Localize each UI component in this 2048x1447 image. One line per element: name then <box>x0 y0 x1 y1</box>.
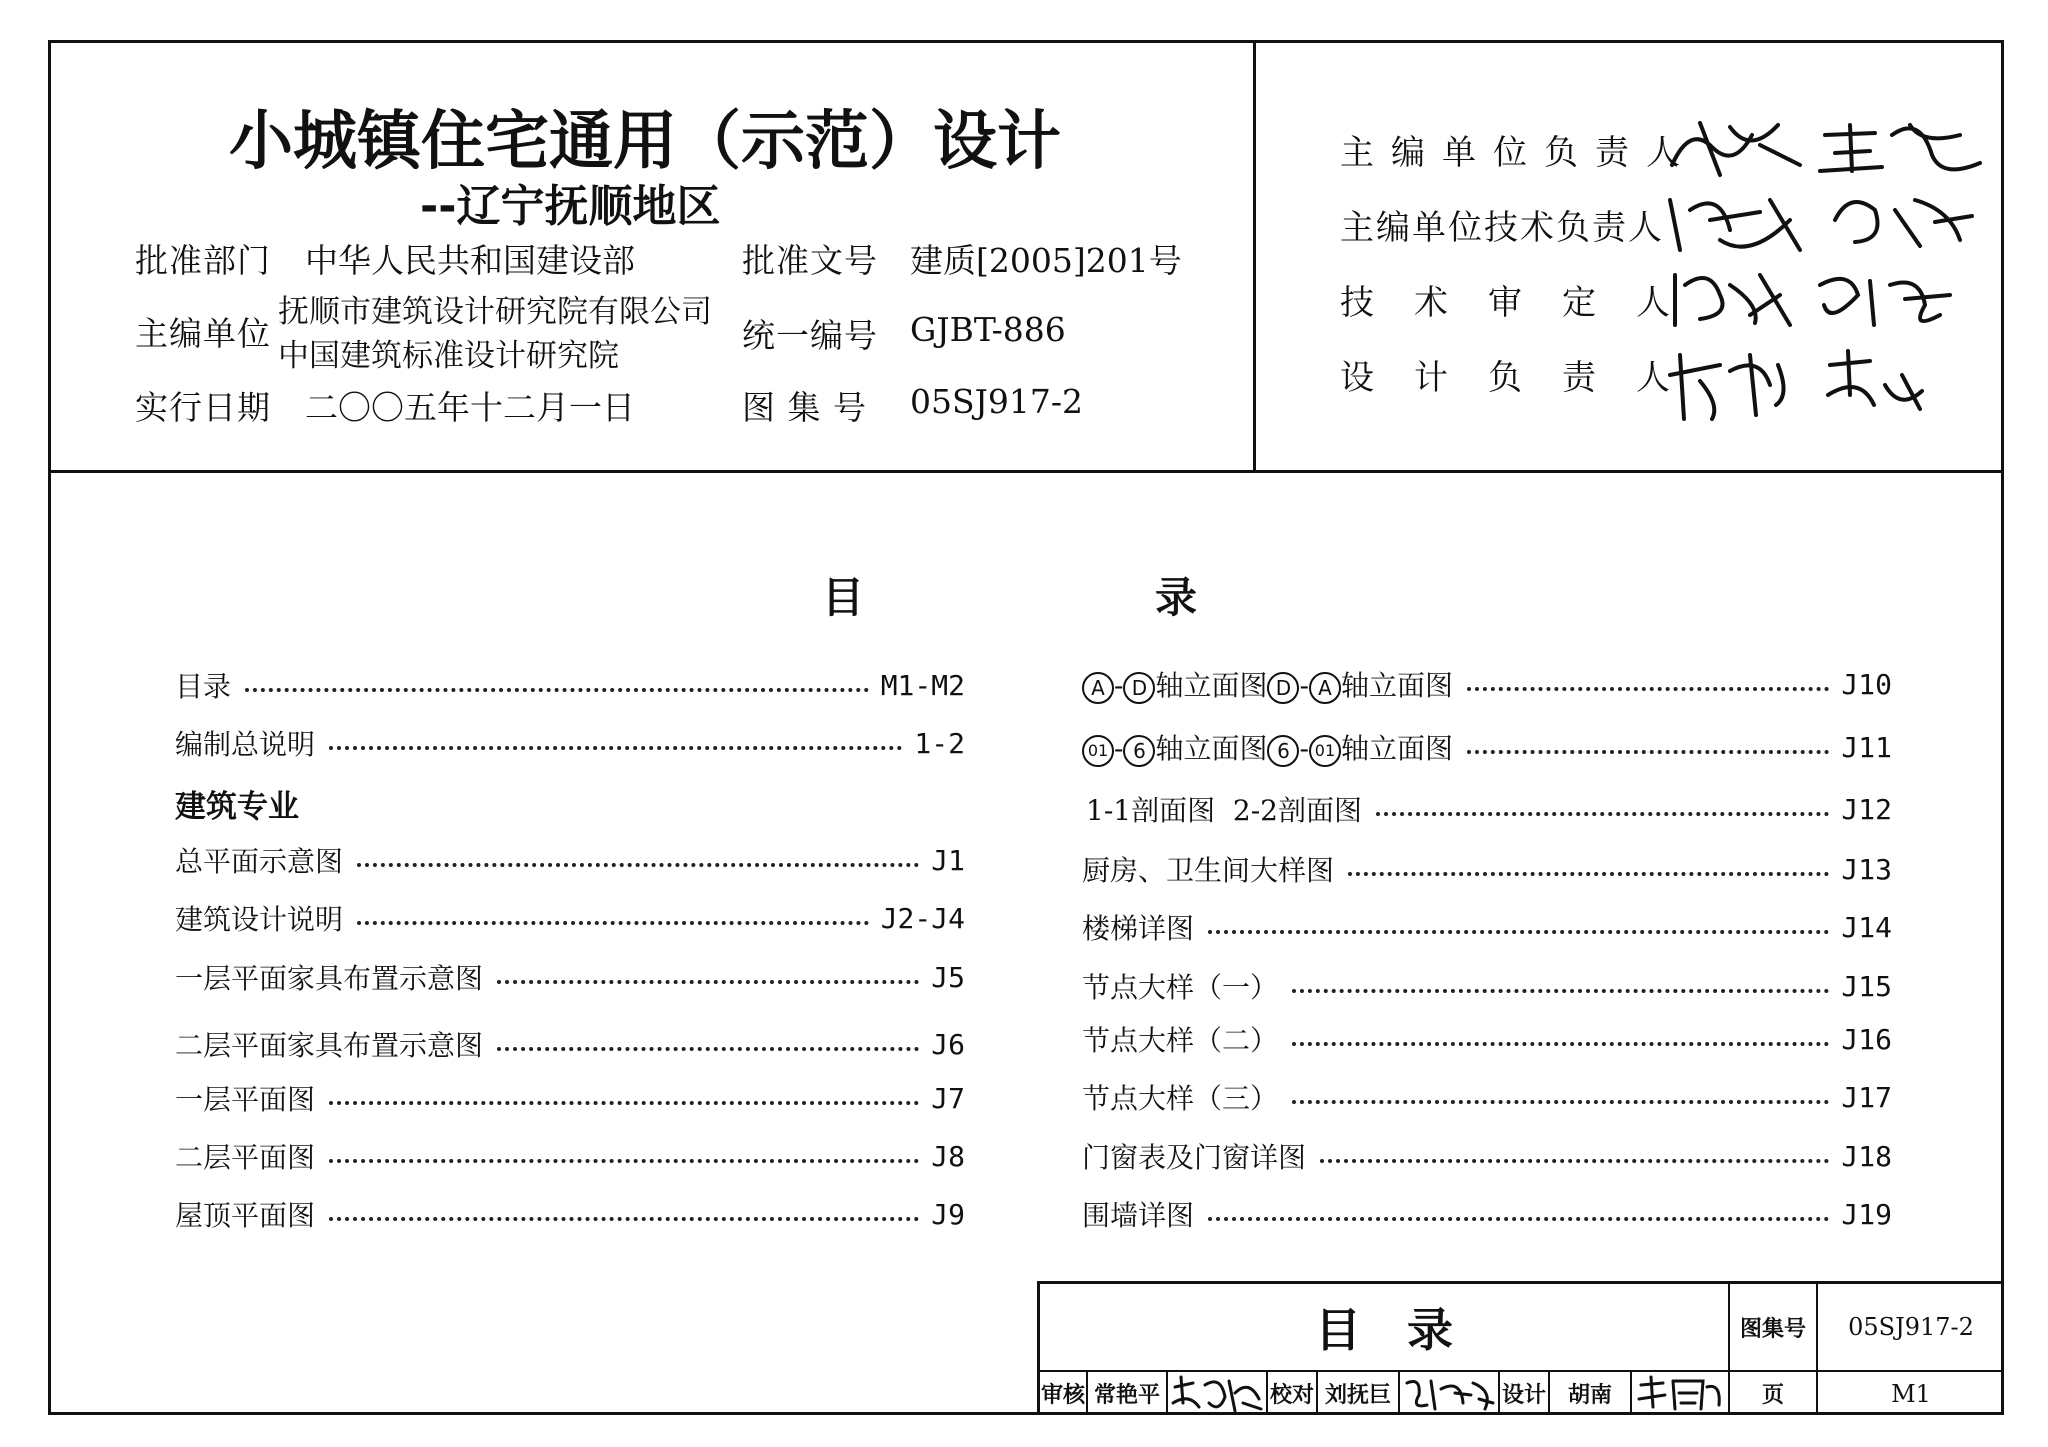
axis-marker: 6 <box>1123 735 1155 767</box>
toc-entry-title: 目录 <box>175 670 232 703</box>
toc-heading-left: 目 <box>822 573 865 622</box>
axis-marker: A <box>1309 672 1341 704</box>
chief-unit-label: 主编单位 <box>135 314 271 353</box>
leader-dots <box>497 1047 919 1051</box>
toc-entry-page: J14 <box>1841 910 1892 944</box>
toc-entry[interactable] <box>175 1024 965 1064</box>
toc-entry-title: 1-1剖面图 2-2剖面图 <box>1086 794 1362 827</box>
reviewer-name: 常艳平 <box>1088 1372 1168 1415</box>
toc-entry-text: 轴立面图 <box>1340 732 1453 765</box>
leader-dots <box>1467 750 1829 754</box>
chief-unit-value-1: 抚顺市建筑设计研究院有限公司 <box>278 294 712 330</box>
leader-dots <box>329 746 902 750</box>
leader-dots <box>1348 872 1829 876</box>
toc-entry[interactable] <box>1082 849 1892 889</box>
title-block-name: 目 录 <box>1040 1284 1730 1370</box>
toc-entry-page: J2-J4 <box>880 901 965 935</box>
toc-entry-title: 一层平面家具布置示意图 <box>175 962 484 995</box>
axis-marker: 01 <box>1082 735 1114 767</box>
leader-dots <box>1320 1159 1829 1163</box>
toc-entry-page: J8 <box>931 1139 965 1173</box>
axis-marker: A <box>1082 672 1114 704</box>
leader-dots <box>329 1217 919 1221</box>
role-tech-head: 主编单位技术负责人 <box>1340 208 1664 248</box>
toc-heading-right: 录 <box>1155 573 1198 622</box>
design-label: 设计 <box>1500 1372 1550 1415</box>
toc-entry[interactable] <box>1082 966 1892 1006</box>
axis-separator: - <box>1299 669 1309 702</box>
unified-no-value: GJBT-886 <box>910 310 1066 349</box>
atlas-no-label: 图 集 号 <box>742 388 867 427</box>
toc-entry[interactable] <box>175 665 965 705</box>
designer-signature <box>1632 1372 1730 1415</box>
page-title: 小城镇住宅通用（示范）设计 <box>229 105 1061 179</box>
title-block-atlas-value: 05SJ917-2 <box>1848 1313 1974 1341</box>
atlas-no-value: 05SJ917-2 <box>910 382 1083 421</box>
toc-entry-title: 门窗表及门窗详图 <box>1082 1141 1307 1174</box>
toc-entry-text: 轴立面图 <box>1155 732 1268 765</box>
toc-entry-page: M1-M2 <box>880 668 965 702</box>
page-label: 页 <box>1730 1372 1818 1415</box>
role-design-head: 设计负责人 <box>1340 358 1710 398</box>
toc-entry-page: J16 <box>1841 1022 1892 1056</box>
toc-entry[interactable] <box>1082 1136 1892 1176</box>
toc-entry-title: 一层平面图 <box>175 1083 316 1116</box>
toc-entry-title: 节点大样（二） <box>1082 1024 1279 1057</box>
leader-dots <box>1376 812 1829 816</box>
toc-entry[interactable] <box>1082 907 1892 947</box>
checker-name: 刘抚巨 <box>1318 1372 1400 1415</box>
leader-dots <box>497 980 919 984</box>
effective-date-value: 二〇〇五年十二月一日 <box>305 388 635 427</box>
toc-entry-title: 编制总说明 <box>175 728 316 761</box>
leader-dots <box>1208 930 1829 934</box>
review-label: 审核 <box>1040 1372 1088 1415</box>
signature-tech-head <box>1660 180 1980 260</box>
toc-entry-page: J11 <box>1841 730 1892 764</box>
toc-entry[interactable] <box>175 1078 965 1118</box>
leader-dots <box>357 863 919 867</box>
toc-entry[interactable] <box>1082 1077 1892 1117</box>
toc-entry-page: 1-2 <box>914 726 965 760</box>
signature-design-head <box>1660 335 1940 425</box>
toc-entry[interactable] <box>175 1136 965 1176</box>
toc-entry[interactable] <box>175 898 965 938</box>
checker-signature-mark <box>1401 1373 1497 1415</box>
toc-entry-page: J18 <box>1841 1139 1892 1173</box>
leader-dots <box>1292 1042 1829 1046</box>
axis-separator: - <box>1299 732 1309 765</box>
approval-doc-label: 批准文号 <box>742 241 878 280</box>
approval-dept-value: 中华人民共和国建设部 <box>305 241 635 280</box>
page-value: M1 <box>1891 1379 1931 1408</box>
toc-entry-page: J12 <box>1841 792 1892 826</box>
signature-unit-head <box>1660 105 1990 185</box>
toc-entry[interactable] <box>1082 1194 1892 1234</box>
toc-entry[interactable] <box>175 1194 965 1234</box>
toc-entry-page: J15 <box>1841 969 1892 1003</box>
title-block <box>1037 1281 2004 1415</box>
approval-doc-value: 建质[2005]201号 <box>910 241 1182 280</box>
toc-entry[interactable] <box>175 840 965 880</box>
signature-tech-reviewer <box>1660 255 1960 335</box>
designer-name: 胡南 <box>1550 1372 1632 1415</box>
leader-dots <box>1292 989 1829 993</box>
toc-entry-title <box>1082 727 1453 767</box>
toc-entry-text: 轴立面图 <box>1155 669 1268 702</box>
toc-entry-page: J5 <box>931 960 965 994</box>
axis-marker: 01 <box>1309 735 1341 767</box>
axis-separator: - <box>1114 669 1124 702</box>
toc-entry-text: 轴立面图 <box>1340 669 1453 702</box>
title-block-atlas-label: 图集号 <box>1730 1284 1818 1370</box>
toc-entry-title: 二层平面家具布置示意图 <box>175 1029 484 1062</box>
leader-dots <box>1467 687 1829 691</box>
toc-entry-page: J13 <box>1841 852 1892 886</box>
axis-marker: D <box>1123 672 1155 704</box>
leader-dots <box>357 921 869 925</box>
toc-entry[interactable] <box>1086 789 1892 829</box>
leader-dots <box>329 1159 919 1163</box>
axis-marker: 6 <box>1267 735 1299 767</box>
toc-entry-title: 建筑设计说明 <box>175 903 344 936</box>
chief-unit-value-2: 中国建筑标准设计研究院 <box>278 338 619 374</box>
toc-entry[interactable] <box>175 957 965 997</box>
toc-entry-page: J17 <box>1841 1080 1892 1114</box>
toc-entry-page: J9 <box>931 1197 965 1231</box>
toc-entry[interactable] <box>1082 727 1892 767</box>
toc-entry-title: 厨房、卫生间大样图 <box>1082 854 1335 887</box>
designer-signature-mark <box>1633 1373 1727 1415</box>
role-tech-reviewer: 技术审定人 <box>1340 283 1710 323</box>
toc-entry-page: J6 <box>931 1027 965 1061</box>
toc-entry[interactable] <box>1082 664 1892 704</box>
toc-entry-title: 二层平面图 <box>175 1141 316 1174</box>
axis-separator: - <box>1114 732 1124 765</box>
leader-dots <box>1208 1217 1829 1221</box>
axis-marker: D <box>1267 672 1299 704</box>
toc-entry-title: 总平面示意图 <box>175 845 344 878</box>
toc-entry-title: 屋顶平面图 <box>175 1199 316 1232</box>
reviewer-signature <box>1168 1372 1268 1415</box>
section-heading-arch: 建筑专业 <box>175 789 299 825</box>
toc-entry-title: 节点大样（一） <box>1082 971 1279 1004</box>
toc-entry-page: J1 <box>931 843 965 877</box>
leader-dots <box>245 688 869 692</box>
toc-entry[interactable] <box>175 723 965 763</box>
toc-entry-page: J19 <box>1841 1197 1892 1231</box>
toc-entry-page: J10 <box>1841 667 1892 701</box>
checker-signature <box>1400 1372 1500 1415</box>
page-subtitle: --辽宁抚顺地区 <box>420 181 721 232</box>
header-divider <box>1253 40 1256 473</box>
toc-entry-title: 节点大样（三） <box>1082 1082 1279 1115</box>
reviewer-signature-mark <box>1169 1373 1265 1415</box>
role-unit-head: 主编单位负责人 <box>1340 133 1697 173</box>
approval-dept-label: 批准部门 <box>135 241 271 280</box>
unified-no-label: 统一编号 <box>742 316 878 355</box>
toc-entry-title: 楼梯详图 <box>1082 912 1195 945</box>
effective-date-label: 实行日期 <box>135 388 271 427</box>
check-label: 校对 <box>1268 1372 1318 1415</box>
toc-entry-title <box>1082 664 1453 704</box>
toc-entry[interactable] <box>1082 1019 1892 1059</box>
toc-entry-page: J7 <box>931 1081 965 1115</box>
toc-entry-title: 围墙详图 <box>1082 1199 1195 1232</box>
leader-dots <box>329 1101 919 1105</box>
leader-dots <box>1292 1100 1829 1104</box>
